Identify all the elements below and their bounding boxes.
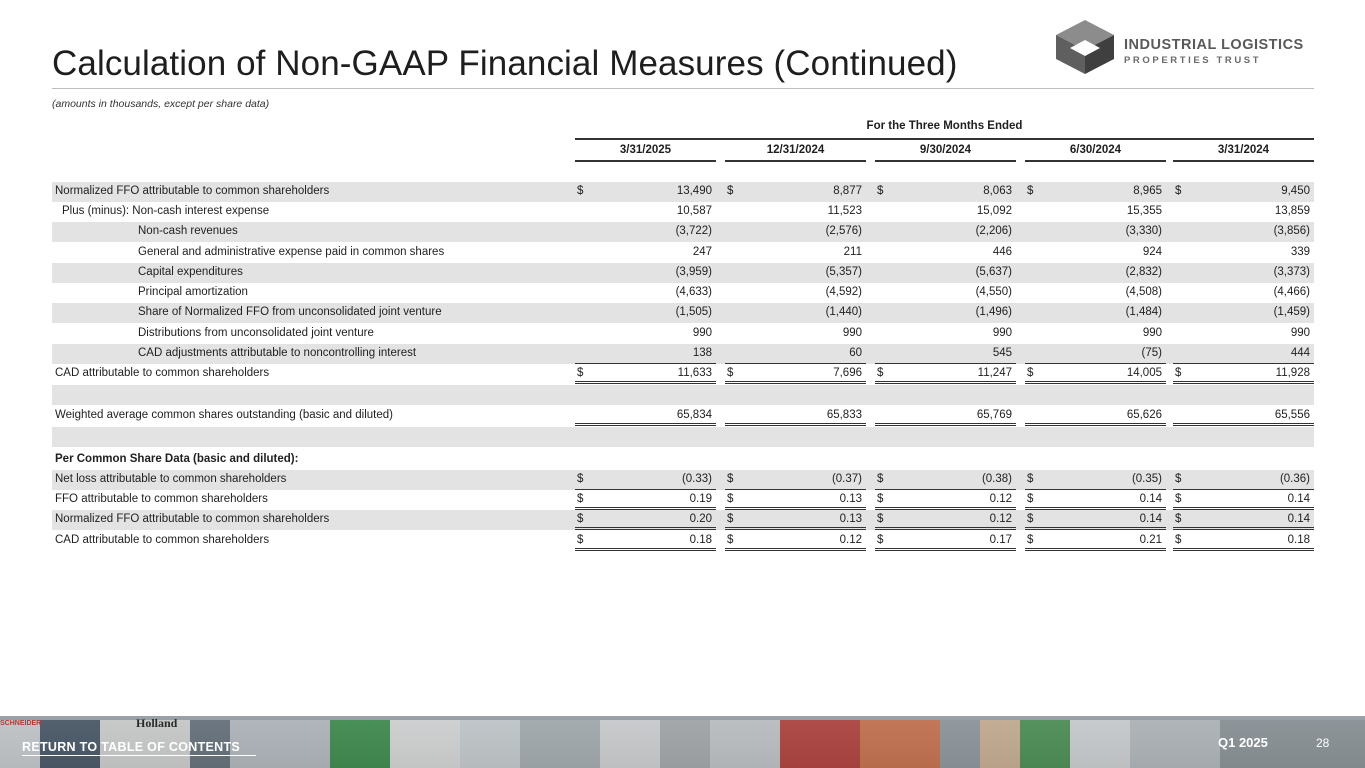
cell-value: 0.21 xyxy=(1139,534,1162,546)
cell-value: (1,440) xyxy=(825,306,862,318)
cell-value: 13,859 xyxy=(1274,205,1310,217)
table-row xyxy=(52,202,1314,222)
table-cell xyxy=(875,182,1016,202)
cell-value: (2,576) xyxy=(825,225,862,237)
currency-symbol: $ xyxy=(877,493,884,505)
table-cell xyxy=(1025,263,1166,283)
table-cell xyxy=(1173,182,1314,202)
table-row xyxy=(52,427,1314,447)
cell-value: 990 xyxy=(842,327,862,339)
table-cell xyxy=(1173,490,1314,510)
table-cell xyxy=(575,202,716,222)
table-cell xyxy=(1173,202,1314,222)
cell-value: 0.12 xyxy=(839,534,862,546)
table-cell xyxy=(725,303,866,323)
cell-value: (5,357) xyxy=(825,266,862,278)
cell-value: 11,247 xyxy=(977,367,1012,379)
row-label: Non-cash revenues xyxy=(138,225,238,237)
cell-value: 0.14 xyxy=(1139,513,1162,525)
table-cell xyxy=(1173,510,1314,530)
cell-value: 211 xyxy=(843,246,862,258)
truck-trailer xyxy=(940,720,980,768)
logo-name-line2: PROPERTIES TRUST xyxy=(1124,55,1262,66)
column-header-rule xyxy=(575,160,716,162)
cell-value: (4,466) xyxy=(1273,286,1310,298)
table-cell xyxy=(725,510,866,530)
cell-value: (4,508) xyxy=(1125,286,1162,298)
table-row xyxy=(52,531,1314,551)
table-cell xyxy=(575,406,716,426)
table-cell xyxy=(1025,510,1166,530)
table-cell xyxy=(1025,385,1166,405)
table-cell xyxy=(575,385,716,405)
column-header-rule xyxy=(725,160,866,162)
row-label: Normalized FFO attributable to common shareholders xyxy=(55,513,330,525)
row-label: Distributions from unconsolidated joint venture xyxy=(138,327,374,339)
table-cell xyxy=(725,470,866,490)
cell-value: (3,959) xyxy=(675,266,712,278)
table-cell xyxy=(725,406,866,426)
table-cell xyxy=(1173,283,1314,303)
cell-value: (0.37) xyxy=(831,473,862,485)
table-row xyxy=(52,490,1314,510)
cell-value: 990 xyxy=(1290,327,1310,339)
table-cell xyxy=(875,263,1016,283)
cell-value: 339 xyxy=(1290,246,1310,258)
cell-value: 990 xyxy=(1142,327,1162,339)
table-cell xyxy=(725,283,866,303)
cell-value: 15,355 xyxy=(1126,205,1162,217)
currency-symbol: $ xyxy=(577,513,584,525)
truck-trailer xyxy=(460,720,520,768)
currency-symbol: $ xyxy=(577,473,584,485)
table-row xyxy=(52,406,1314,426)
row-label: FFO attributable to common shareholders xyxy=(55,493,268,505)
table-cell xyxy=(1025,222,1166,242)
currency-symbol: $ xyxy=(877,513,884,525)
table-row xyxy=(52,243,1314,263)
table-cell xyxy=(875,344,1016,364)
table-cell xyxy=(1173,243,1314,263)
cell-value: 8,965 xyxy=(1133,185,1162,197)
table-cell xyxy=(1173,406,1314,426)
truck-trailer xyxy=(330,720,390,768)
period-header: For the Three Months Ended xyxy=(866,120,1023,132)
trailer-lettering: Holland xyxy=(136,716,178,730)
cell-value: 65,556 xyxy=(1274,409,1310,421)
table-cell xyxy=(1025,243,1166,263)
table-cell xyxy=(575,490,716,510)
currency-symbol: $ xyxy=(727,513,734,525)
cell-value: 11,633 xyxy=(677,367,712,379)
currency-symbol: $ xyxy=(1027,513,1034,525)
cell-value: 65,833 xyxy=(826,409,862,421)
return-to-toc-link[interactable]: RETURN TO TABLE OF CONTENTS xyxy=(22,740,241,754)
table-row xyxy=(52,344,1314,364)
table-row xyxy=(52,364,1314,384)
currency-symbol: $ xyxy=(1175,473,1182,485)
table-cell xyxy=(575,344,716,364)
currency-symbol: $ xyxy=(877,185,884,197)
cell-value: 8,877 xyxy=(833,185,862,197)
cell-value: (0.36) xyxy=(1279,473,1310,485)
cell-value: (2,832) xyxy=(1125,266,1162,278)
cell-value: 8,063 xyxy=(983,185,1012,197)
cell-value: (3,330) xyxy=(1125,225,1162,237)
currency-symbol: $ xyxy=(877,534,884,546)
cell-value: (5,637) xyxy=(975,266,1012,278)
cell-value: (4,633) xyxy=(675,286,712,298)
page-number: 28 xyxy=(1316,736,1330,750)
row-label: Share of Normalized FFO from unconsolidated joint venture xyxy=(138,306,442,318)
table-row xyxy=(52,263,1314,283)
table-cell xyxy=(1025,182,1166,202)
cell-value: (1,484) xyxy=(1125,306,1162,318)
column-header: 3/31/2025 xyxy=(619,144,672,156)
table-cell xyxy=(1025,303,1166,323)
table-row xyxy=(52,222,1314,242)
table-cell xyxy=(575,182,716,202)
table-cell xyxy=(1173,344,1314,364)
table-cell xyxy=(1173,364,1314,384)
cell-value: (4,550) xyxy=(975,286,1012,298)
cell-value: (3,856) xyxy=(1273,225,1310,237)
cell-value: 247 xyxy=(692,246,712,258)
truck-trailer xyxy=(1130,720,1220,768)
table-cell xyxy=(575,222,716,242)
cell-value: (0.35) xyxy=(1131,473,1162,485)
truck-trailer xyxy=(230,720,330,768)
page-title: Calculation of Non-GAAP Financial Measures (Continued) xyxy=(52,44,958,83)
column-header: 9/30/2024 xyxy=(919,144,972,156)
quarter-label: Q1 2025 xyxy=(1218,735,1268,750)
currency-symbol: $ xyxy=(1027,493,1034,505)
logo-name-line1: INDUSTRIAL LOGISTICS xyxy=(1124,37,1304,53)
table-row xyxy=(52,510,1314,530)
cell-value: 444 xyxy=(1290,347,1310,359)
table-cell xyxy=(1025,324,1166,344)
cell-value: 0.13 xyxy=(839,513,862,525)
table-cell xyxy=(875,243,1016,263)
cell-value: 990 xyxy=(992,327,1012,339)
table-cell xyxy=(575,283,716,303)
cell-value: (3,722) xyxy=(675,225,712,237)
cell-value: 15,092 xyxy=(976,205,1012,217)
table-row xyxy=(52,283,1314,303)
table-cell xyxy=(725,385,866,405)
table-row xyxy=(52,450,1314,470)
currency-symbol: $ xyxy=(577,185,584,197)
table-cell xyxy=(1173,324,1314,344)
table-cell xyxy=(875,364,1016,384)
table-cell xyxy=(725,263,866,283)
cell-value: 14,005 xyxy=(1126,367,1162,379)
table-cell xyxy=(875,385,1016,405)
cell-value: 0.13 xyxy=(839,493,862,505)
table-cell xyxy=(1173,385,1314,405)
cell-value: 65,769 xyxy=(976,409,1012,421)
currency-symbol: $ xyxy=(727,493,734,505)
cell-value: 11,523 xyxy=(827,205,862,217)
table-cell xyxy=(875,510,1016,530)
currency-symbol: $ xyxy=(727,185,734,197)
currency-symbol: $ xyxy=(577,367,584,379)
currency-symbol: $ xyxy=(1175,513,1182,525)
table-cell xyxy=(575,263,716,283)
table-cell xyxy=(1173,222,1314,242)
currency-symbol: $ xyxy=(1175,493,1182,505)
table-cell xyxy=(1025,450,1166,470)
truck-trailer xyxy=(660,720,710,768)
cell-value: 60 xyxy=(849,347,862,359)
table-cell xyxy=(575,427,716,447)
cell-value: (4,592) xyxy=(825,286,862,298)
cell-value: (1,505) xyxy=(675,306,712,318)
row-label: Weighted average common shares outstanding (basic and diluted) xyxy=(55,409,393,421)
currency-symbol: $ xyxy=(1175,534,1182,546)
cell-value: 0.14 xyxy=(1139,493,1162,505)
trailer-lettering: SCHNEIDER xyxy=(0,720,42,727)
toc-link-underline xyxy=(22,755,256,756)
period-header-rule xyxy=(575,138,1314,140)
cell-value: 0.12 xyxy=(989,513,1012,525)
table-cell xyxy=(1025,427,1166,447)
table-cell xyxy=(575,510,716,530)
column-header-rule xyxy=(1025,160,1166,162)
currency-symbol: $ xyxy=(1175,367,1182,379)
column-header: 12/31/2024 xyxy=(766,144,825,156)
cell-value: 138 xyxy=(692,347,712,359)
cell-value: 13,490 xyxy=(676,185,712,197)
cell-value: 65,626 xyxy=(1126,409,1162,421)
table-row xyxy=(52,324,1314,344)
table-cell xyxy=(875,303,1016,323)
row-label: Plus (minus): Non-cash interest expense xyxy=(62,205,270,217)
cell-value: (0.38) xyxy=(981,473,1012,485)
truck-trailer xyxy=(1070,720,1130,768)
table-cell xyxy=(1025,490,1166,510)
cell-value: 65,834 xyxy=(676,409,712,421)
table-cell xyxy=(875,450,1016,470)
currency-symbol: $ xyxy=(727,534,734,546)
cell-value: 0.12 xyxy=(989,493,1012,505)
row-label: CAD attributable to common shareholders xyxy=(55,534,270,546)
row-label: CAD adjustments attributable to noncontrolling interest xyxy=(138,347,417,359)
table-cell xyxy=(875,222,1016,242)
table-cell xyxy=(575,324,716,344)
currency-symbol: $ xyxy=(1175,185,1182,197)
cell-value: 924 xyxy=(1142,246,1162,258)
column-header: 3/31/2024 xyxy=(1217,144,1270,156)
truck-trailer xyxy=(390,720,460,768)
table-cell xyxy=(725,324,866,344)
row-label: Normalized FFO attributable to common shareholders xyxy=(55,185,330,197)
table-cell xyxy=(725,243,866,263)
row-label: Capital expenditures xyxy=(138,266,243,278)
cell-value: (1,496) xyxy=(975,306,1012,318)
column-header-rule xyxy=(1173,160,1314,162)
title-divider xyxy=(52,88,1314,89)
truck-trailer xyxy=(710,720,780,768)
table-cell xyxy=(1173,450,1314,470)
currency-symbol: $ xyxy=(727,473,734,485)
table-row xyxy=(52,470,1314,490)
cell-value: 0.17 xyxy=(989,534,1012,546)
table-cell xyxy=(575,470,716,490)
table-cell xyxy=(725,364,866,384)
cell-value: 446 xyxy=(992,246,1012,258)
truck-trailer xyxy=(860,720,940,768)
cube-logo-icon xyxy=(1054,20,1116,76)
table-cell xyxy=(575,243,716,263)
row-label: General and administrative expense paid in common shares xyxy=(138,246,445,258)
cell-value: 0.14 xyxy=(1287,513,1310,525)
currency-symbol: $ xyxy=(1027,185,1034,197)
cell-value: (3,373) xyxy=(1273,266,1310,278)
table-cell xyxy=(725,450,866,470)
table-cell xyxy=(1025,344,1166,364)
table-cell xyxy=(875,283,1016,303)
table-cell xyxy=(575,450,716,470)
table-cell xyxy=(875,427,1016,447)
table-cell xyxy=(1173,427,1314,447)
table-row xyxy=(52,303,1314,323)
table-cell xyxy=(1173,263,1314,283)
table-cell xyxy=(1025,283,1166,303)
company-logo xyxy=(1054,20,1324,76)
table-cell xyxy=(1025,531,1166,551)
truck-trailer xyxy=(520,720,600,768)
row-label: Principal amortization xyxy=(138,286,248,298)
table-cell xyxy=(1173,531,1314,551)
cell-value: 545 xyxy=(992,347,1012,359)
column-header-rule xyxy=(875,160,1016,162)
currency-symbol: $ xyxy=(1027,367,1034,379)
table-cell xyxy=(875,202,1016,222)
table-row xyxy=(52,182,1314,202)
cell-value: 0.20 xyxy=(689,513,712,525)
table-cell xyxy=(875,406,1016,426)
table-cell xyxy=(575,303,716,323)
table-cell xyxy=(725,427,866,447)
cell-value: 0.19 xyxy=(689,493,712,505)
currency-symbol: $ xyxy=(877,473,884,485)
table-cell xyxy=(875,531,1016,551)
truck-trailer xyxy=(1020,720,1070,768)
footer-banner xyxy=(0,716,1365,768)
cell-value: 0.14 xyxy=(1287,493,1310,505)
cell-value: 0.18 xyxy=(1287,534,1310,546)
table-cell xyxy=(725,531,866,551)
truck-trailer xyxy=(780,720,860,768)
currency-symbol: $ xyxy=(727,367,734,379)
cell-value: 10,587 xyxy=(676,205,712,217)
table-cell xyxy=(575,364,716,384)
table-cell xyxy=(1025,470,1166,490)
cell-value: 0.18 xyxy=(689,534,712,546)
table-cell xyxy=(1173,303,1314,323)
truck-trailer xyxy=(600,720,660,768)
table-cell xyxy=(1025,364,1166,384)
table-cell xyxy=(1173,470,1314,490)
currency-symbol: $ xyxy=(877,367,884,379)
table-cell xyxy=(875,324,1016,344)
table-row xyxy=(52,385,1314,405)
cell-value: 11,928 xyxy=(1275,367,1310,379)
units-note: (amounts in thousands, except per share data) xyxy=(52,98,270,110)
table-cell xyxy=(575,531,716,551)
table-cell xyxy=(725,202,866,222)
currency-symbol: $ xyxy=(577,493,584,505)
table-cell xyxy=(725,490,866,510)
table-cell xyxy=(725,222,866,242)
row-label: Net loss attributable to common shareholders xyxy=(55,473,287,485)
cell-value: 7,696 xyxy=(833,367,862,379)
cell-value: (75) xyxy=(1141,347,1162,359)
cell-value: 990 xyxy=(692,327,712,339)
cell-value: (1,459) xyxy=(1273,306,1310,318)
cell-value: (2,206) xyxy=(975,225,1012,237)
currency-symbol: $ xyxy=(1027,473,1034,485)
table-cell xyxy=(875,490,1016,510)
table-cell xyxy=(1025,202,1166,222)
truck-trailer xyxy=(980,720,1020,768)
row-label: Per Common Share Data (basic and diluted): xyxy=(55,453,299,465)
table-cell xyxy=(875,470,1016,490)
table-cell xyxy=(1025,406,1166,426)
currency-symbol: $ xyxy=(1027,534,1034,546)
cell-value: (0.33) xyxy=(681,473,712,485)
row-label: CAD attributable to common shareholders xyxy=(55,367,270,379)
column-header: 6/30/2024 xyxy=(1069,144,1122,156)
currency-symbol: $ xyxy=(577,534,584,546)
cell-value: 9,450 xyxy=(1281,185,1310,197)
table-cell xyxy=(725,182,866,202)
table-cell xyxy=(725,344,866,364)
